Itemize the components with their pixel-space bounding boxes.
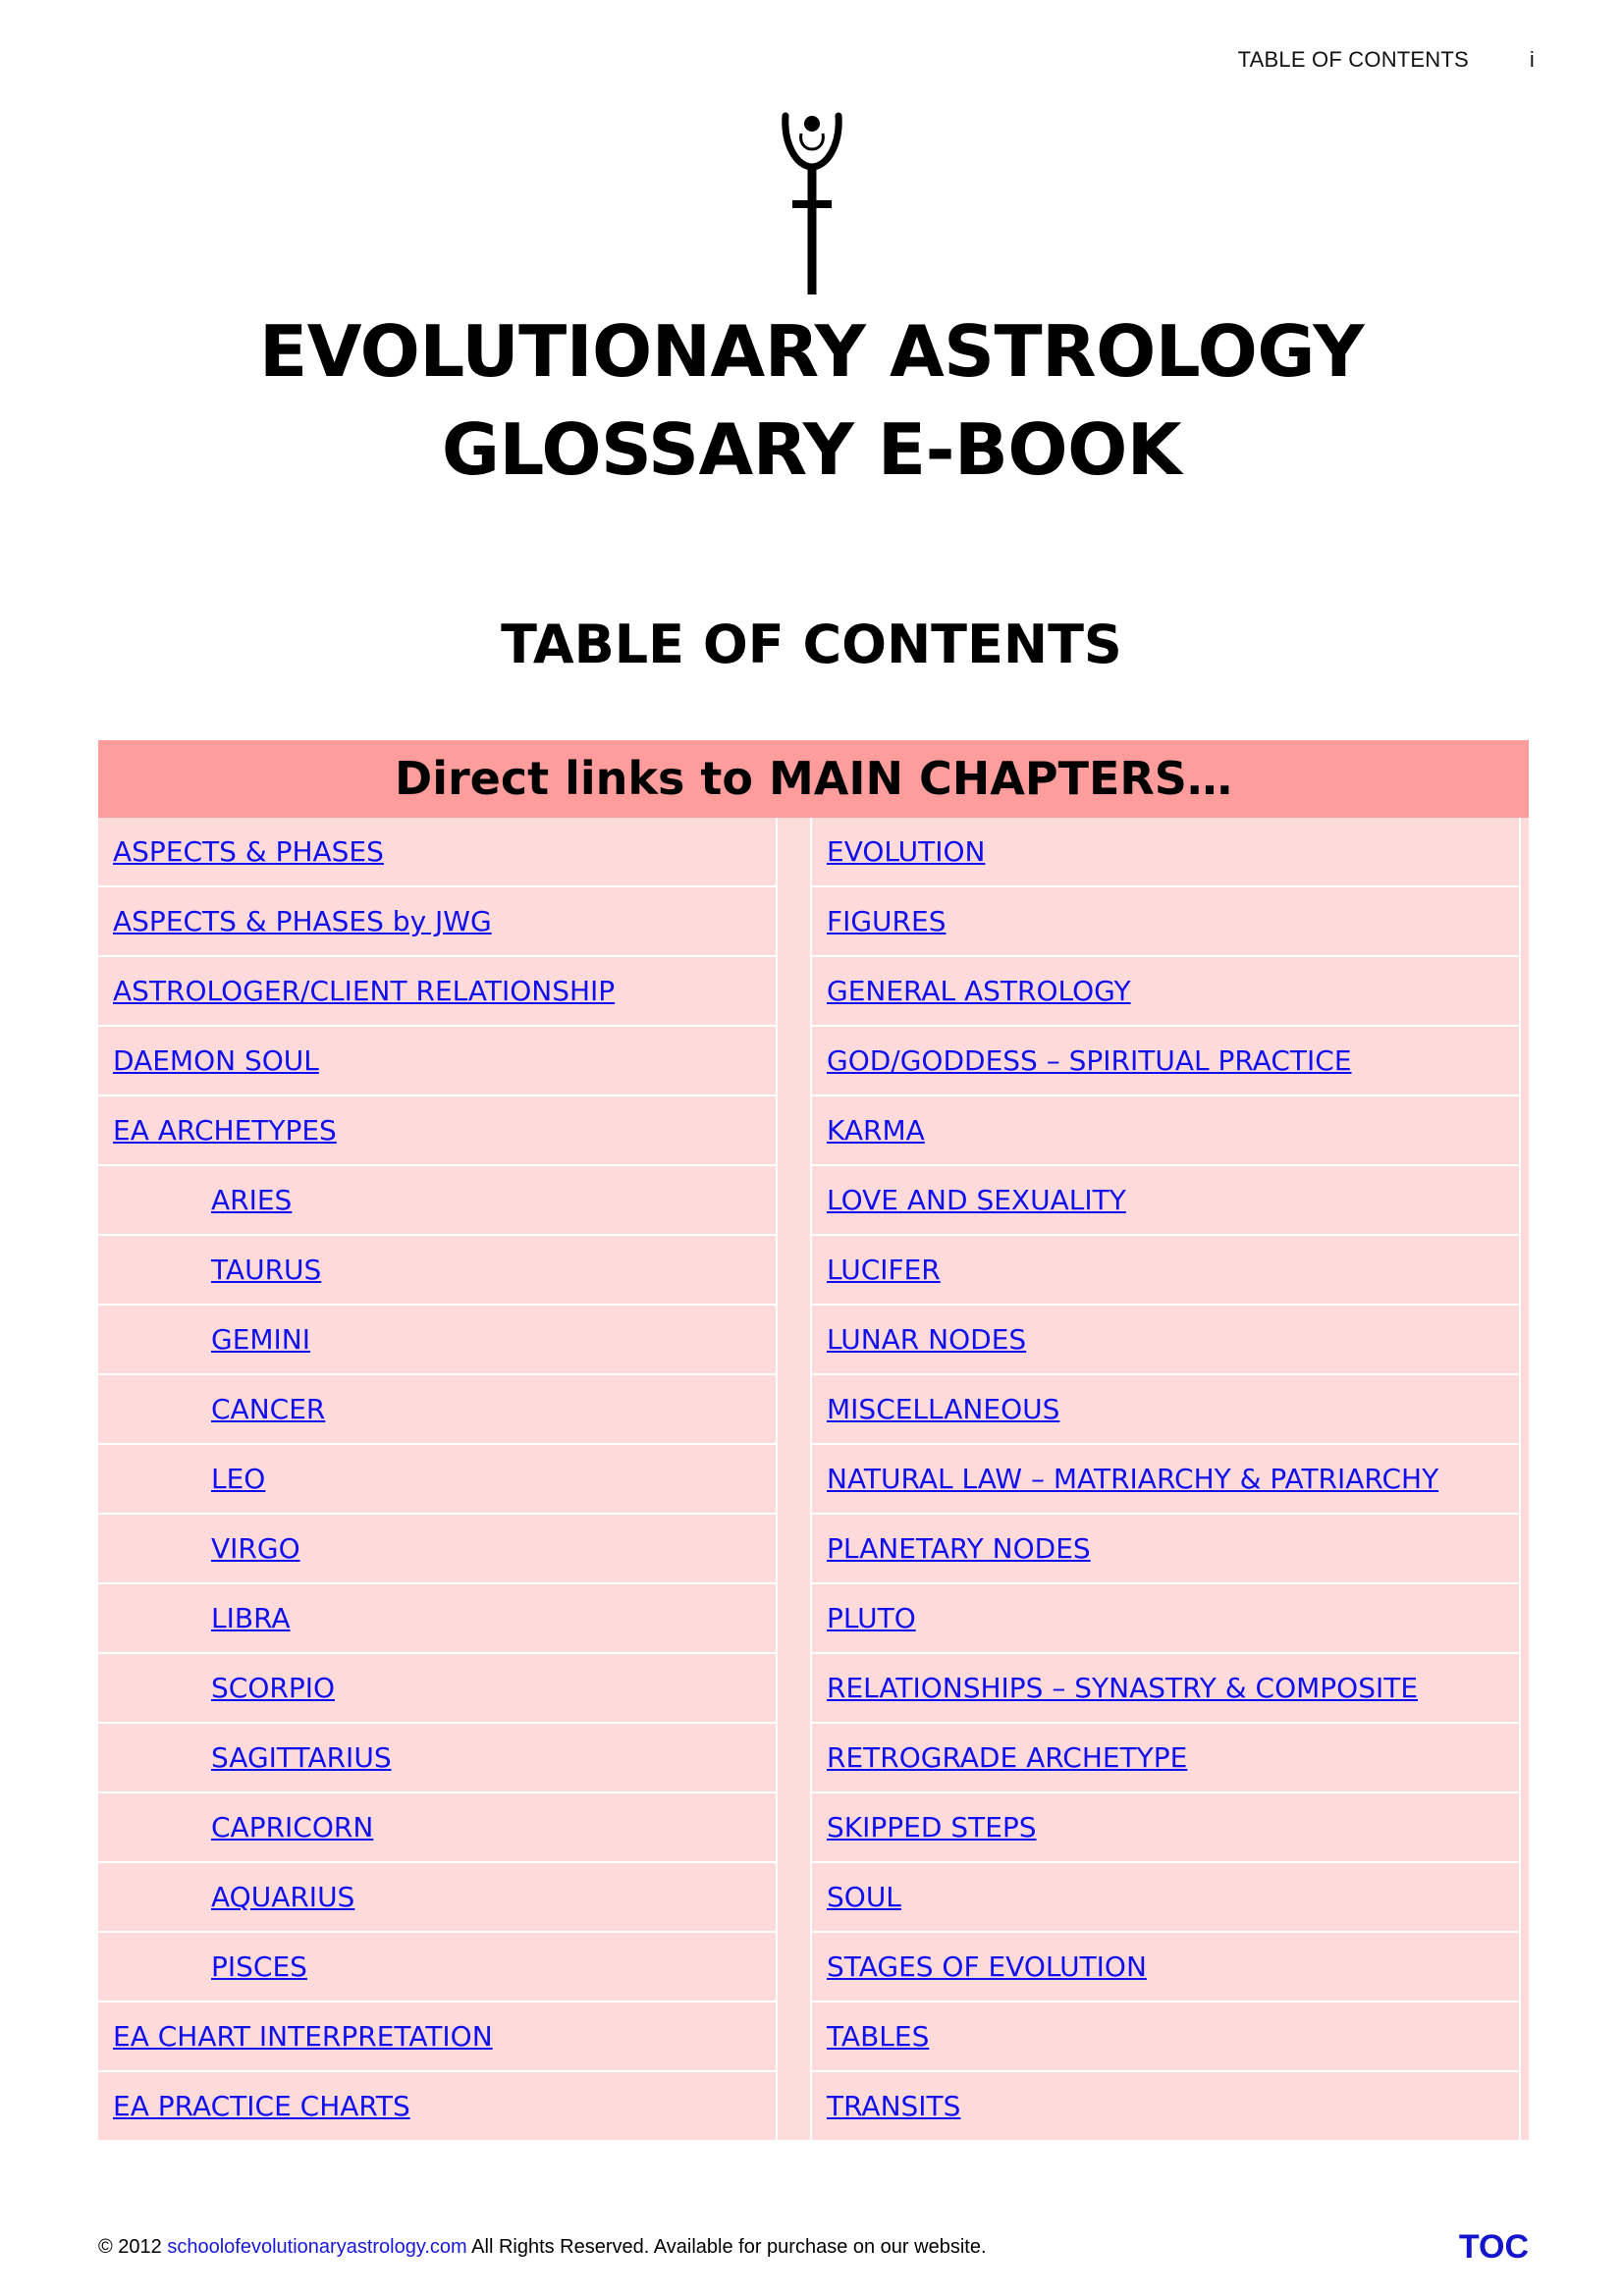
left-column (98, 818, 776, 2140)
right-toc-row (812, 1236, 1519, 1306)
right-toc-row (812, 818, 1519, 887)
chapter-link-evolution[interactable]: EVOLUTION (827, 835, 986, 868)
left-toc-row (98, 887, 776, 957)
chapter-link-taurus[interactable]: TAURUS (211, 1254, 322, 1286)
chapter-link-sagittarius[interactable]: SAGITTARIUS (211, 1741, 392, 1774)
chapter-link-planetary-nodes[interactable]: PLANETARY NODES (827, 1532, 1091, 1565)
right-toc-row (812, 2002, 1519, 2072)
chapter-link-skipped-steps[interactable]: SKIPPED STEPS (827, 1811, 1037, 1843)
right-toc-row (812, 1584, 1519, 1654)
chapter-link-pluto[interactable]: PLUTO (827, 1602, 916, 1634)
right-toc-row (812, 1654, 1519, 1724)
website-link[interactable]: schoolofevolutionaryastrology.com (167, 2236, 467, 2258)
chapter-links-table (98, 740, 1529, 2140)
chapter-link-ea-practice-charts[interactable]: EA PRACTICE CHARTS (113, 2090, 410, 2122)
left-toc-row (98, 2072, 776, 2140)
title-line-2: GLOSSARY E-BOOK (441, 408, 1182, 491)
chapter-link-libra[interactable]: LIBRA (211, 1602, 291, 1634)
left-toc-row (98, 818, 776, 887)
page-footer (98, 2228, 1529, 2267)
right-toc-row (812, 1515, 1519, 1584)
left-toc-row (98, 1236, 776, 1306)
chapter-link-aries[interactable]: ARIES (211, 1184, 293, 1216)
left-toc-row (98, 1724, 776, 1793)
left-toc-row (98, 1863, 776, 1933)
chapter-link-figures[interactable]: FIGURES (827, 905, 947, 937)
right-toc-row (812, 1166, 1519, 1236)
chapter-link-gemini[interactable]: GEMINI (211, 1323, 311, 1356)
right-toc-row (812, 887, 1519, 957)
right-toc-row (812, 1933, 1519, 2002)
chapter-link-relationships-synastry-composite[interactable]: RELATIONSHIPS – SYNASTRY & COMPOSITE (827, 1672, 1419, 1704)
chapter-link-love-and-sexuality[interactable]: LOVE AND SEXUALITY (827, 1184, 1126, 1216)
right-toc-row (812, 1793, 1519, 1863)
copyright-year: © 2012 (98, 2236, 162, 2258)
chapter-link-cancer[interactable]: CANCER (211, 1393, 326, 1425)
chapter-link-soul[interactable]: SOUL (827, 1881, 901, 1913)
chapter-link-aspects-phases-by-jwg[interactable]: ASPECTS & PHASES by JWG (113, 905, 492, 937)
chapter-link-capricorn[interactable]: CAPRICORN (211, 1811, 374, 1843)
column-gap (776, 818, 812, 2140)
chapter-link-transits[interactable]: TRANSITS (827, 2090, 961, 2122)
pluto-symbol-icon (778, 94, 846, 300)
right-toc-row (812, 1096, 1519, 1166)
document-title (0, 302, 1623, 499)
right-toc-row (812, 957, 1519, 1027)
left-toc-row (98, 1584, 776, 1654)
chapter-link-god-goddess-spiritual-practice[interactable]: GOD/GODDESS – SPIRITUAL PRACTICE (827, 1044, 1352, 1077)
right-column (812, 818, 1519, 2140)
left-toc-row (98, 957, 776, 1027)
chapter-link-tables[interactable]: TABLES (827, 2020, 930, 2053)
left-toc-row (98, 1027, 776, 1096)
toc-heading: TABLE OF CONTENTS (501, 614, 1122, 675)
left-toc-row (98, 2002, 776, 2072)
page-number: i (1529, 47, 1535, 72)
chapter-link-stages-of-evolution[interactable]: STAGES OF EVOLUTION (827, 1950, 1147, 1983)
right-toc-row (812, 1027, 1519, 1096)
right-toc-row (812, 1375, 1519, 1445)
chapter-link-natural-law-matriarchy-patriarchy[interactable]: NATURAL LAW – MATRIARCHY & PATRIARCHY (827, 1463, 1439, 1495)
right-toc-row (812, 1445, 1519, 1515)
running-header-title: TABLE OF CONTENTS (1237, 47, 1469, 72)
chapter-link-aquarius[interactable]: AQUARIUS (211, 1881, 355, 1913)
chapter-link-pisces[interactable]: PISCES (211, 1950, 307, 1983)
chapter-link-ea-chart-interpretation[interactable]: EA CHART INTERPRETATION (113, 2020, 493, 2053)
chapter-link-general-astrology[interactable]: GENERAL ASTROLOGY (827, 975, 1131, 1007)
left-toc-row (98, 1654, 776, 1724)
left-toc-row (98, 1166, 776, 1236)
chapter-link-virgo[interactable]: VIRGO (211, 1532, 300, 1565)
chapter-link-daemon-soul[interactable]: DAEMON SOUL (113, 1044, 319, 1077)
chapter-link-miscellaneous[interactable]: MISCELLANEOUS (827, 1393, 1060, 1425)
footer-copyright (98, 2236, 987, 2259)
chapter-link-karma[interactable]: KARMA (827, 1114, 925, 1147)
running-header (1238, 47, 1535, 73)
left-toc-row (98, 1515, 776, 1584)
left-toc-row (98, 1793, 776, 1863)
right-toc-row (812, 1306, 1519, 1375)
right-toc-row (812, 2072, 1519, 2140)
title-line-1: EVOLUTIONARY ASTROLOGY (259, 310, 1364, 393)
left-toc-row (98, 1306, 776, 1375)
chapter-links-heading: Direct links to MAIN CHAPTERS… (98, 740, 1529, 818)
left-toc-row (98, 1933, 776, 2002)
chapter-link-aspects-phases[interactable]: ASPECTS & PHASES (113, 835, 384, 868)
rights-text: All Rights Reserved. Available for purchase on our website. (471, 2236, 987, 2258)
left-toc-row (98, 1375, 776, 1445)
chapter-link-retrograde-archetype[interactable]: RETROGRADE ARCHETYPE (827, 1741, 1188, 1774)
right-toc-row (812, 1724, 1519, 1793)
right-toc-row (812, 1863, 1519, 1933)
chapter-link-leo[interactable]: LEO (211, 1463, 266, 1495)
left-toc-row (98, 1096, 776, 1166)
chapter-link-lucifer[interactable]: LUCIFER (827, 1254, 941, 1286)
toc-link[interactable]: TOC (1458, 2228, 1529, 2266)
column-edge (1519, 818, 1521, 2140)
left-toc-row (98, 1445, 776, 1515)
chapter-link-astrologer-client-relationship[interactable]: ASTROLOGER/CLIENT RELATIONSHIP (113, 975, 616, 1007)
chapter-link-lunar-nodes[interactable]: LUNAR NODES (827, 1323, 1027, 1356)
chapter-links-body (98, 818, 1529, 2140)
chapter-link-ea-archetypes[interactable]: EA ARCHETYPES (113, 1114, 337, 1147)
chapter-link-scorpio[interactable]: SCORPIO (211, 1672, 335, 1704)
